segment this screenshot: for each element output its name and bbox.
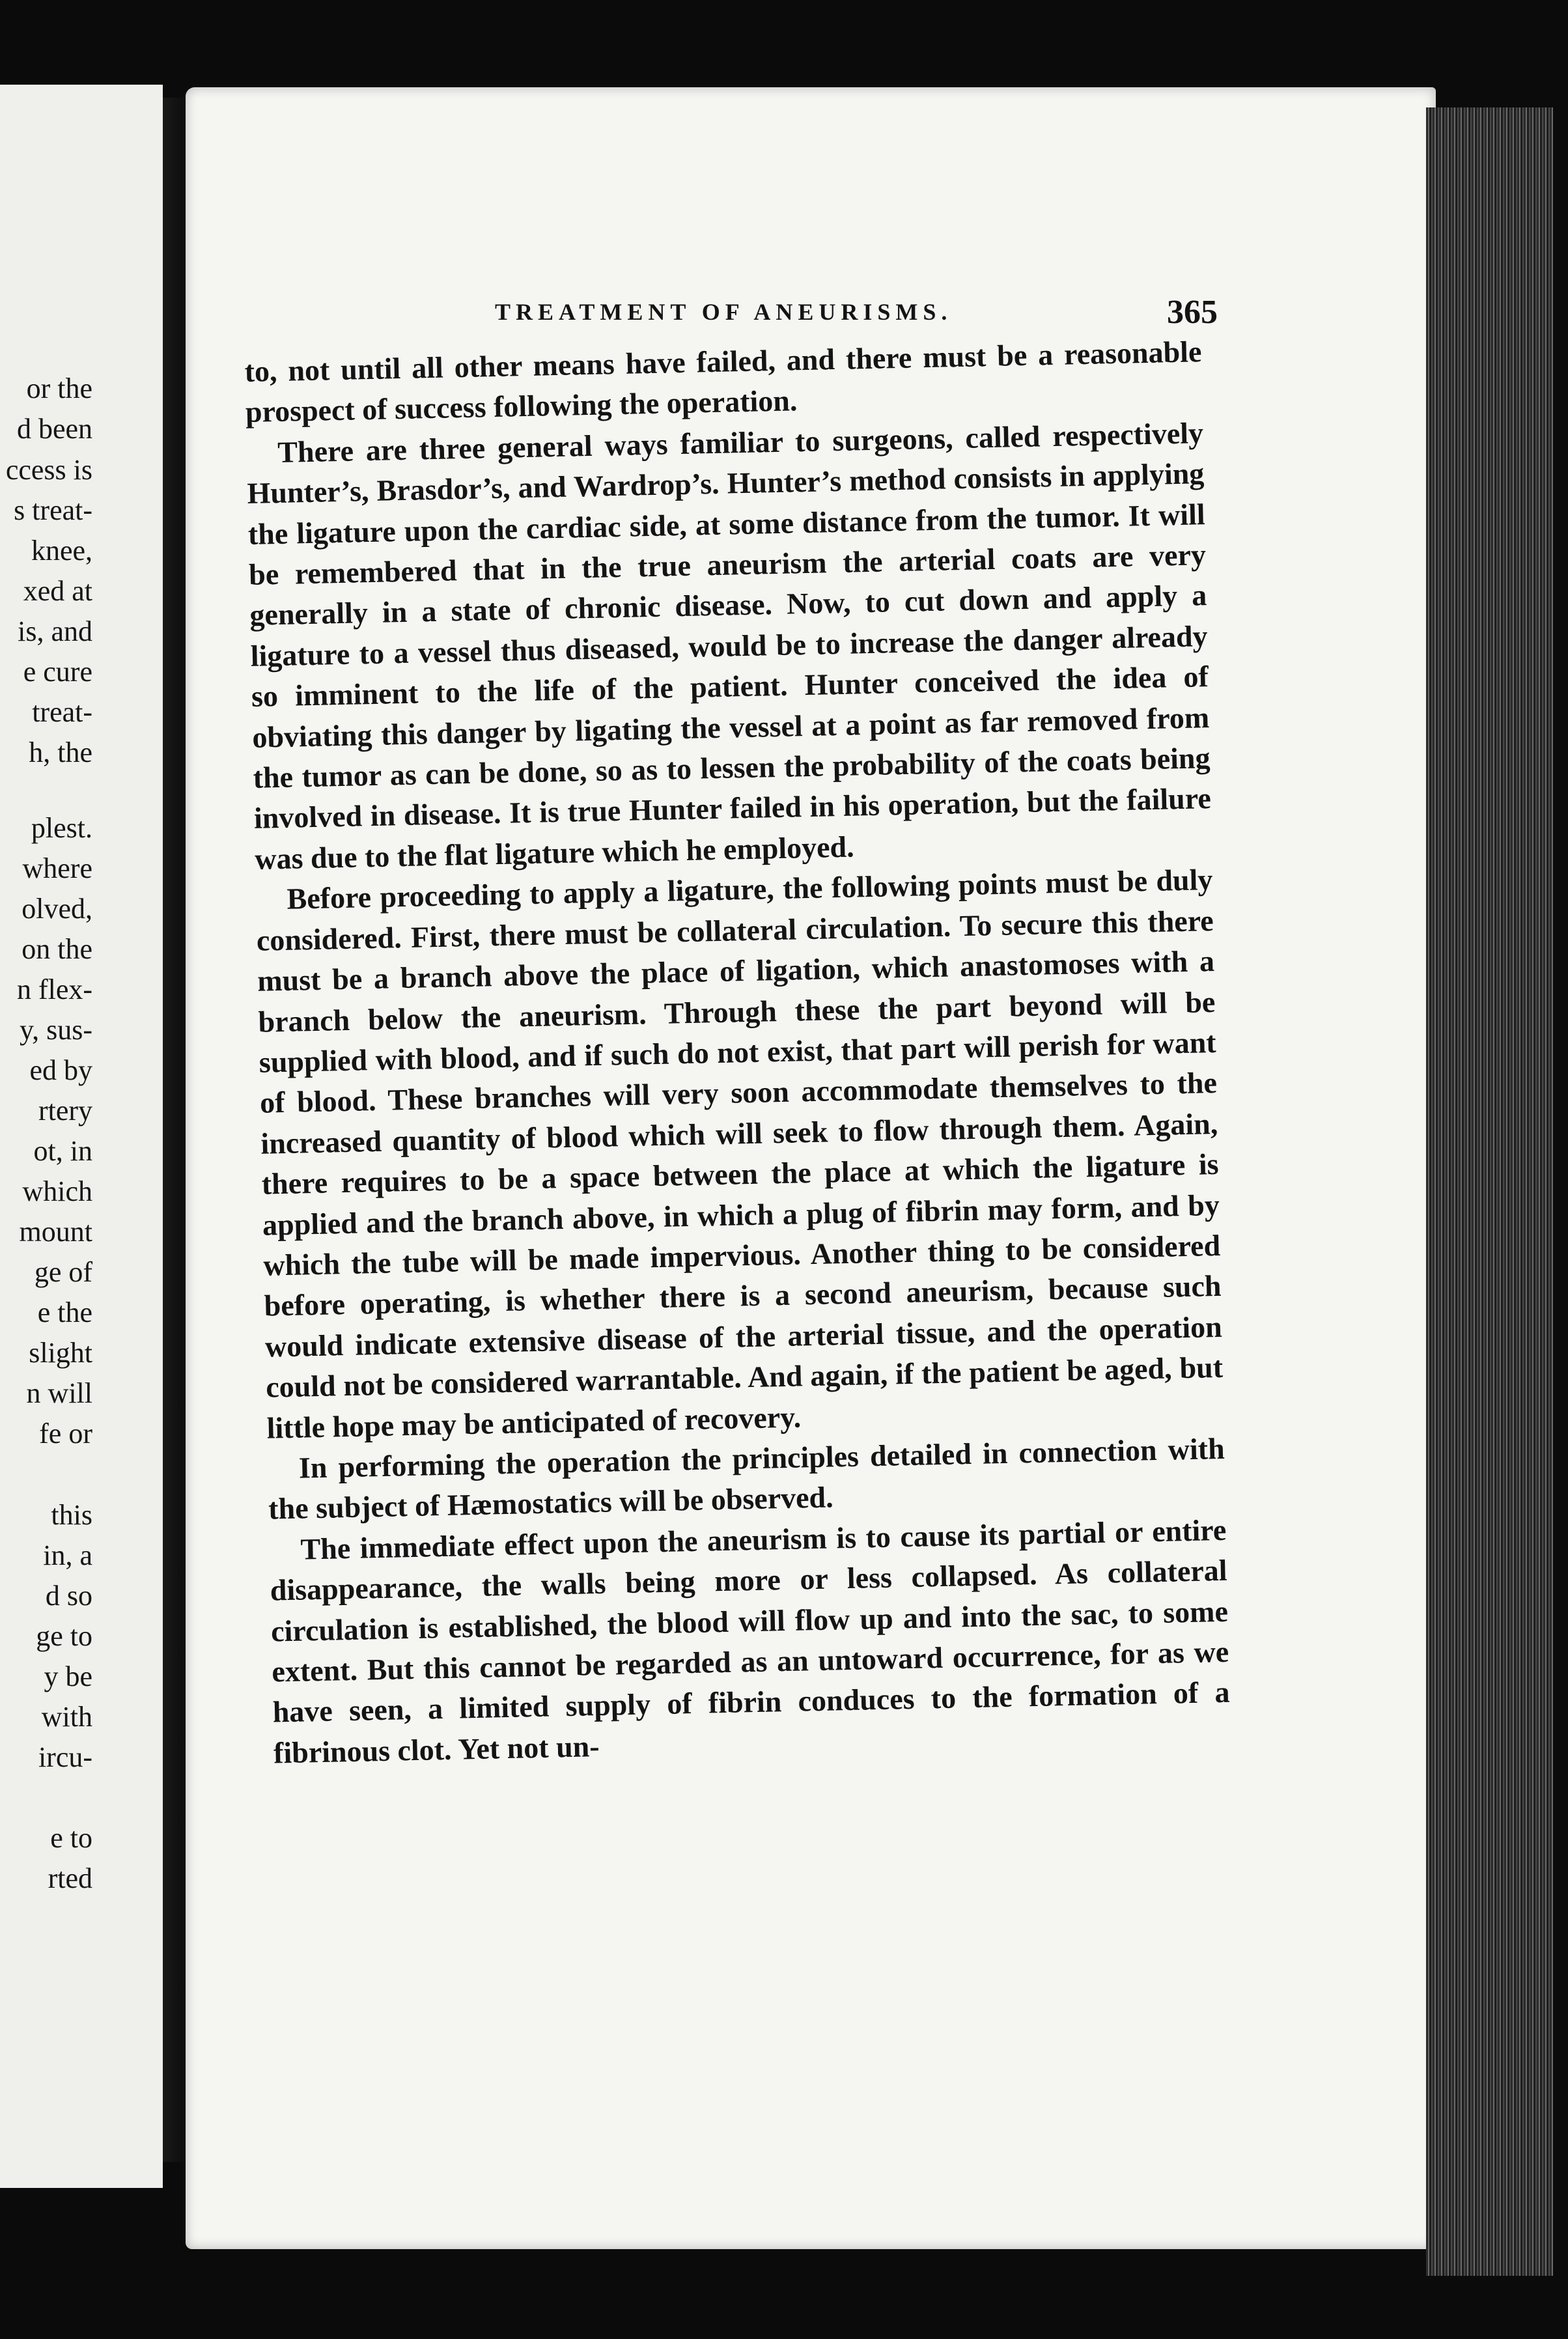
page-edges xyxy=(1426,107,1553,2276)
paragraph: to, not until all other means have failed, and there must be a reasonable prospect of success following the operation. xyxy=(244,335,1202,429)
paragraph: Before proceeding to apply a ligature, the following points must be duly considered. First, there must be collateral circulation. To secure this there must be a branch above the place of ligation, which anastomoses with a branch below the aneurism. Through these the part beyond will be supplied with blood, and if such do not exist, that part will perish for want of blood. These branches will very soon accommodate themselves to the increased quantity of blood which will seek to flow through them. Again, there requires to be a space between the place at which the ligature is applied and the branch above, in which a plug of fibrin may form, and by which the tube will be made impervious. Another thing to be considered before operating, is whether there is a second aneurism, because such would indicate extensive disease of the arterial tissue, and the operation could not be considered warrantable. And again, if the patient be aged, but little hope may be anticipated of recovery. xyxy=(256,863,1224,1445)
left-page-line: this xyxy=(51,1499,92,1531)
left-page-line: rted xyxy=(48,1862,92,1894)
paragraph: The immediate effect upon the aneurism is to cause its partial or entire disappearance, the walls being more or less collapsed. As collateral circulation is established, the blood will flow up and into the sac, to some extent. But this cannot be regarded as an untoward occurrence, for as we have seen, a limited supply of fibrin conduces to the formation of a fibrinous clot. Yet not un- xyxy=(270,1513,1230,1770)
left-page-line: treat- xyxy=(32,696,92,728)
left-page-line: d so xyxy=(45,1580,92,1612)
left-page-line: with xyxy=(41,1701,92,1733)
left-page-line: fe or xyxy=(39,1418,92,1450)
left-page-line: is, and xyxy=(18,615,92,647)
left-page-line: ge of xyxy=(34,1256,92,1288)
left-page-line: d been xyxy=(16,413,92,445)
left-page-line: on the xyxy=(21,933,92,965)
left-page-fragment xyxy=(0,85,163,2188)
left-page-line: or the xyxy=(26,372,92,404)
paragraph: In performing the operation the principles detailed in connection with the subject of Hæmostatics will be observed. xyxy=(268,1431,1225,1526)
left-page-line: slight xyxy=(29,1337,92,1369)
left-page-line: h, the xyxy=(29,736,92,768)
running-head: TREATMENT OF ANEURISMS. xyxy=(495,299,953,325)
page-header xyxy=(495,294,1218,337)
left-page-line: s treat- xyxy=(14,494,92,526)
left-page-line: y be xyxy=(44,1660,92,1692)
left-page-line: n will xyxy=(26,1377,92,1409)
page-number: 365 xyxy=(1167,294,1218,331)
paragraph: There are three general ways familiar to surgeons, called respectively Hunter’s, Brasdor’s, and Wardrop’s. Hunter’s method consists in applying the ligature upon the cardiac side, at some distance from the tumor. It will be remembered that in the true aneurism the arterial coats are very generally in a state of chronic disease. Now, to cut down and apply a ligature to a vessel thus diseased, would be to increase the danger already so imminent to the life of the patient. Hunter conceived the idea of obviating this danger by ligating the vessel at a point as far removed from the tumor as can be done, so as to lessen the probability of the coats being involved in disease. It is true Hunter failed in his operation, but the failure was due to the flat ligature which he employed. xyxy=(247,415,1212,876)
left-page-line: rtery xyxy=(38,1095,92,1127)
left-page-line: e cure xyxy=(23,656,92,688)
left-page-line: mount xyxy=(19,1216,92,1248)
left-page-line: e to xyxy=(50,1822,92,1854)
left-page-line: n flex- xyxy=(16,973,92,1005)
body-text xyxy=(244,331,1231,1774)
left-page-line: knee, xyxy=(31,535,92,567)
left-page-line: ot, in xyxy=(33,1135,92,1167)
left-page-line: ge to xyxy=(36,1620,92,1652)
left-page-line: ed by xyxy=(29,1054,92,1086)
left-page-line: ircu- xyxy=(38,1741,92,1773)
left-page-line: in, a xyxy=(43,1539,92,1571)
left-page-line: ccess is xyxy=(5,454,92,486)
left-page-line: plest. xyxy=(31,812,92,844)
left-page-line: where xyxy=(22,852,92,884)
left-page-line: olved, xyxy=(21,893,92,925)
left-page-line: y, sus- xyxy=(19,1014,92,1046)
left-page-line: e the xyxy=(37,1296,92,1328)
left-page-line: xed at xyxy=(23,575,92,607)
left-page-line: which xyxy=(22,1175,92,1207)
